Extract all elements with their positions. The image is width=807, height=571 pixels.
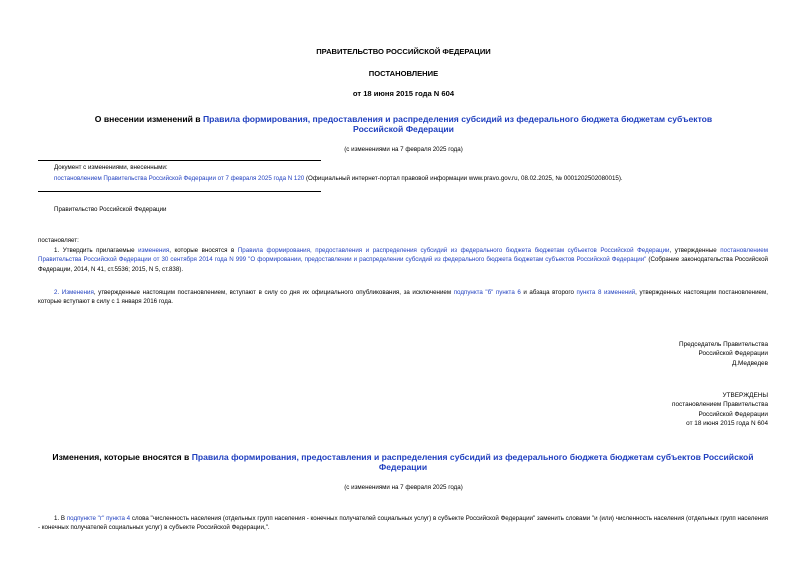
item1-text-b: слова "численность населения (отдельных групп населения - конечных получателей социальных услуг) в субъекте Российской Федерации" заменить словами "и (или) численность населения (отдельных групп населения - конечных получателей социальных услуг) в субъекте Российской Федерации,". (38, 515, 768, 532)
item-8-changes-link[interactable]: пункта 8 изменений (576, 289, 636, 296)
document-title (90, 114, 717, 134)
section-item-1 (38, 514, 768, 533)
approved-line-2: постановлением Правительства (672, 401, 768, 409)
document-type: ПОСТАНОВЛЕНИЕ (368, 69, 439, 78)
rules-link-2[interactable]: Правила формирования, предоставления и распределения субсидий из федерального бюджета бюджетам субъектов Российской Федерации (237, 247, 670, 254)
divider-bottom (38, 191, 321, 192)
signature-line-1: Председатель Правительства (679, 341, 768, 348)
paragraph-1 (38, 246, 768, 274)
approved-line-3: Российской Федерации (698, 410, 768, 418)
item1-text-a: 1. В (54, 515, 67, 522)
section-revision-note: (с изменениями на 7 февраля 2025 года) (344, 484, 463, 491)
section-title (38, 452, 768, 472)
subitem-b-item-6-link[interactable]: подпункта "б" пункта 6 (453, 289, 521, 296)
document-date-number: от 18 июня 2015 года N 604 (352, 89, 455, 98)
amendment-link[interactable]: постановлением Правительства Российской Федерации от 7 февраля 2025 года N 120 (54, 175, 305, 182)
rules-link[interactable]: Правила формирования, предоставления и распределения субсидий из федерального бюджета бюджетам субъектов Российской Федерации (202, 114, 713, 134)
title-prefix: О внесении изменений в (94, 114, 203, 124)
paragraph-2 (38, 288, 768, 307)
subitem-g-item-4-link[interactable]: подпункте "г" пункта 4 (66, 515, 131, 522)
approved-line-4: от 18 июня 2015 года N 604 (686, 419, 768, 427)
signature-name: Д.Медведев (731, 359, 768, 367)
p1-text-b: , которые вносятся в (169, 247, 238, 254)
p2-text-c: , утвержденных настоящим постановлением, которые вступают в силу с 1 января 2016 года. (38, 289, 768, 306)
approved-line-1: УТВЕРЖДЕНЫ (722, 392, 768, 399)
signature-block (679, 340, 768, 368)
p1-text-c: , утвержденные (669, 247, 721, 254)
revision-note: (с изменениями на 7 февраля 2025 года) (344, 146, 463, 153)
approved-block (672, 391, 768, 428)
p1-text-d: (Собрание законодательства Российской Федерации, 2014, N 41, ст.5536; 2015, N 5, ст.838). (38, 256, 768, 273)
changes-link[interactable]: изменения (138, 247, 170, 254)
p2-text-b: и абзаца второго (520, 289, 577, 296)
resolves-text: постановляет: (38, 237, 79, 244)
divider-top (38, 160, 321, 161)
section-title-prefix: Изменения, которые вносятся в (52, 452, 192, 462)
section-rules-link[interactable]: Правила формирования, предоставления и распределения субсидий из федерального бюджета бюджетам субъектов Российской Федерации (191, 452, 754, 472)
amendments-heading: Документ с изменениями, внесенными: (54, 164, 168, 171)
amendments-list (54, 174, 784, 183)
issuer: Правительство Российской Федерации (54, 206, 167, 213)
signature-line-2: Российской Федерации (698, 350, 768, 358)
amendment-note: (Официальный интернет-портал правовой информации www.pravo.gov.ru, 08.02.2025, № 0001202502080015). (304, 175, 623, 182)
p1-text-a: 1. Утвердить прилагаемые (54, 247, 139, 254)
government-heading: ПРАВИТЕЛЬСТВО РОССИЙСКОЙ ФЕДЕРАЦИИ (316, 47, 491, 56)
p2-text-a: , утвержденные настоящим постановлением, вступают в силу со дня их официального опубликования, за исключением (93, 289, 454, 296)
changes-link-2[interactable]: 2. Изменения (54, 289, 94, 296)
resolution-999-link[interactable]: постановлением Правительства Российской Федерации от 30 сентября 2014 года N 999 "О формировании, предоставлении и распределении субсидий из федерального бюджета бюджетам субъектов Российской Федерации" (38, 247, 768, 264)
